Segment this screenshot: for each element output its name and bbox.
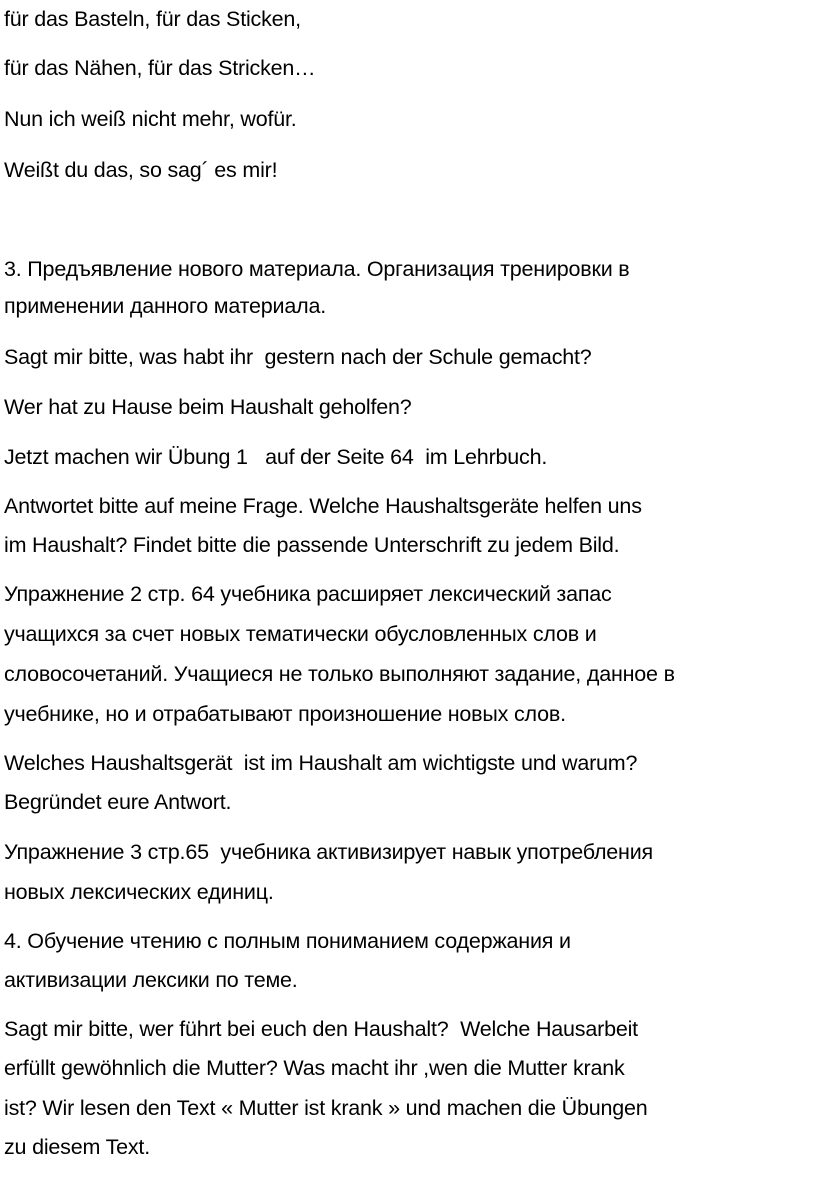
poem-line-3: Nun ich weiß nicht mehr, wofür. — [4, 107, 297, 131]
paragraph-line: словосочетаний. Учащиеся не только выполняют задание, данное в — [4, 662, 675, 686]
section-4-heading-line-1: 4. Обучение чтению с полным пониманием содержания и — [4, 929, 571, 953]
paragraph-line: Sagt mir bitte, wer führt bei euch den Haushalt? Welche Hausarbeit — [4, 1017, 638, 1041]
section-3-heading-line-1: 3. Предъявление нового материала. Организация тренировки в — [4, 257, 630, 281]
section-4-heading-line-2: активизации лексики по теме. — [4, 968, 298, 992]
section-3-heading-line-2: применении данного материала. — [4, 294, 326, 318]
paragraph-line: Упражнение 2 стр. 64 учебника расширяет лексический запас — [4, 582, 612, 606]
poem-line-2: für das Nähen, für das Stricken… — [4, 56, 316, 80]
paragraph-line: учащихся за счет новых тематически обусловленных слов и — [4, 622, 597, 646]
paragraph-line: Begründet eure Antwort. — [4, 790, 232, 814]
paragraph-line: Sagt mir bitte, was habt ihr gestern nach der Schule gemacht? — [4, 345, 592, 369]
paragraph-line: erfüllt gewöhnlich die Mutter? Was macht ihr ,wen die Mutter krank — [4, 1056, 625, 1080]
paragraph-line: zu diesem Text. — [4, 1135, 150, 1159]
poem-line-1: für das Basteln, für das Sticken, — [4, 7, 301, 31]
paragraph-line: Antwortet bitte auf meine Frage. Welche Haushaltsgeräte helfen uns — [4, 494, 642, 518]
paragraph-line: учебнике, но и отрабатывают произношение новых слов. — [4, 702, 566, 726]
paragraph-line: новых лексических единиц. — [4, 880, 274, 904]
poem-line-4: Weißt du das, so sag´ es mir! — [4, 158, 278, 182]
paragraph-line: Welches Haushaltsgerät ist im Haushalt am wichtigste und warum? — [4, 751, 638, 775]
paragraph-line: ist? Wir lesen den Text « Mutter ist krank » und machen die Übungen — [4, 1096, 648, 1120]
paragraph-line: Wer hat zu Hause beim Haushalt geholfen? — [4, 395, 412, 419]
paragraph-line: Упражнение 3 стр.65 учебника активизирует навык употребления — [4, 840, 653, 864]
paragraph-line: im Haushalt? Findet bitte die passende Unterschrift zu jedem Bild. — [4, 533, 620, 557]
paragraph-line: Jetzt machen wir Übung 1 auf der Seite 64 im Lehrbuch. — [4, 445, 548, 469]
